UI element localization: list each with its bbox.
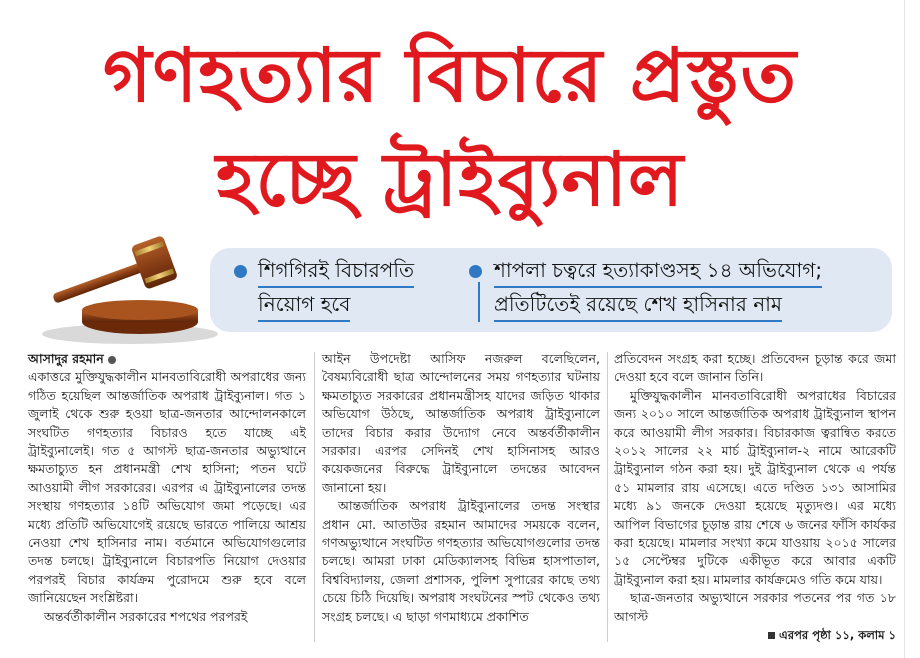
paragraph: মুক্তিযুদ্ধকালীন মানবতাবিরোধী অপরাধের বিচারের জন্য ২০১০ সালে আন্তর্জাতিক অপরাধ ট্রাইব্যুনাল স্থাপন করে আওয়ামী লীগ সরকার। বিচারকাজ ত্বরান্বিত করতে ২০১২ সালের ২২ মার্চ ট্রাইব্যুনাল-২ নামে আরেকটি ট্রাইব্যুনাল গঠন করা হয়। দুই ট্রাইব্যুনাল থেকে এ পর্যন্ত ৫১ মামলার রায় এসেছে। এতে দণ্ডিত ১৩১ আসামির মধ্যে ৯১ জনকে দেওয়া হয়েছে মৃত্যুদণ্ড। এর মধ্যে আপিল বিভাগের চূড়ান্ত রায় শেষে ৬ জনের ফাঁসি কার্যকর করা হয়েছে। মামলার সংখ্যা কমে যাওয়ায় ২০১৫ সালের ১৫ সেপ্টেম্বর দুটিকে একীভূত করে আবার একটি ট্রাইব্যুনাল করা হয়। মামলার কার্যক্রমেও গতি কমে যায়। <box>614 387 896 587</box>
sub-headline-right <box>494 254 822 322</box>
article-column-3 <box>614 350 896 645</box>
gavel-icon <box>30 236 230 346</box>
square-bullet-icon <box>768 632 775 639</box>
paragraph: আন্তর্জাতিক অপরাধ ট্রাইব্যুনালের তদন্ত সংস্থার প্রধান মো. আতাউর রহমান আমাদের সময়কে বলেন, গণঅভ্যুত্থানে সংঘটিত গণহত্যার অভিযোগগুলোর তদন্ত চলছে। আমরা ঢাকা মেডিক্যালসহ বিভিন্ন হাসপাতাল, বিশ্ববিদ্যালয়, জেলা প্রশাসক, পুলিশ সুপারের কাছে তথ্য চেয়ে চিঠি দিয়েছি। অপরাধ সংঘটনের স্পট থেকেও তথ্য সংগ্রহ চলছে। এ ছাড়া গণমাধ্যমে প্রকাশিত <box>322 498 600 624</box>
column-rule <box>314 352 315 642</box>
sub-headline-left-line-1: শিগগিরই বিচারপতি <box>258 254 414 288</box>
article-column-2 <box>322 350 600 626</box>
sub-headline-left <box>258 254 414 322</box>
sub-headline-left-line-2: নিয়োগ হবে <box>258 288 350 322</box>
paragraph: অন্তর্বর্তীকালীন সরকারের শপথের পরপরই <box>44 608 248 624</box>
byline-dot-icon <box>108 356 116 364</box>
headline-line-1: গণহত্যার বিচারে প্রস্তুত <box>103 33 797 119</box>
sub-headline-right-line-2: প্রতিটিতেই রয়েছে শেখ হাসিনার নাম <box>494 288 782 322</box>
paragraph: একাত্তরে মুক্তিযুদ্ধকালীন মানবতাবিরোধী অপরাধের জন্য গঠিত হয়েছিল আন্তর্জাতিক অপরাধ ট্রাইব্যুনাল। গত ১ জুলাই থেকে শুরু হওয়া ছাত্র-জনতার আন্দোলনকালে সংঘটিত গণহত্যার বিচারও হতে যাচ্ছে এই ট্রাইব্যুনালেই। গত ৫ আগস্ট ছাত্র-জনতার অভ্যুত্থানে ক্ষমতাচ্যুত হন প্রধানমন্ত্রী শেখ হাসিনা; পতন ঘটে আওয়ামী লীগ সরকারের। এরপর এ ট্রাইব্যুনালের তদন্ত সংস্থায় গণহত্যার ১৪টি অভিযোগ জমা পড়েছে। এর মধ্যে প্রতিটি অভিযোগেই রয়েছে ভারতে পালিয়ে আশ্রয় নেওয়া শেখ হাসিনার নাম। বর্তমানে অভিযোগগুলোর তদন্ত চলছে। ট্রাইব্যুনালে বিচারপতি নিয়োগ দেওয়ার পরপরই বিচার কার্যক্রম পুরোদমে শুরু হবে বলে জানিয়েছেন সংশ্লিষ্টরা। <box>28 369 306 606</box>
byline-name: আসাদুর রহমান <box>28 351 104 366</box>
bullet-dot-right <box>469 265 482 278</box>
sub-headline-divider <box>478 282 480 322</box>
column-rule <box>607 352 608 642</box>
headline-line-2: হচ্ছে ট্রাইব্যুনাল <box>215 137 685 223</box>
sub-headline-right-line-1: শাপলা চত্বরে হত্যাকাণ্ডসহ ১৪ অভিযোগ; <box>494 254 822 288</box>
page-edge-strip <box>904 0 920 658</box>
bullet-dot-left <box>234 265 247 278</box>
paragraph: আইন উপদেষ্টা আসিফ নজরুল বলেছিলেন, বৈষম্যবিরোধী ছাত্র আন্দোলনের সময় গণহত্যার ঘটনায় ক্ষমতাচ্যুত সরকারের প্রধানমন্ত্রীসহ যাদের জড়িত থাকার অভিযোগ উঠছে, আন্তর্জাতিক অপরাধ ট্রাইব্যুনালে তাদের বিচার করার উদ্যোগ নেবে অন্তর্বর্তীকালীন সরকার। এরপর সেদিনই শেখ হাসিনাসহ আরও কয়েকজনের বিরুদ্ধে ট্রাইব্যুনালে তদন্তের আবেদন জানানো হয়। <box>322 351 600 495</box>
paragraph: প্রতিবেদন সংগ্রহ করা হচ্ছে। প্রতিবেদন চূড়ান্ত করে জমা দেওয়া হবে বলে জানান তিনি। <box>614 351 896 385</box>
byline <box>28 350 306 368</box>
paragraph: ছাত্র-জনতার অভ্যুত্থানে সরকার পতনের পর গত ১৮ আগস্ট <box>614 590 896 624</box>
continuation-note <box>614 626 896 644</box>
continuation-text: এরপর পৃষ্ঠা ১১, কলাম ১ <box>779 628 896 643</box>
article-column-1 <box>28 350 306 626</box>
